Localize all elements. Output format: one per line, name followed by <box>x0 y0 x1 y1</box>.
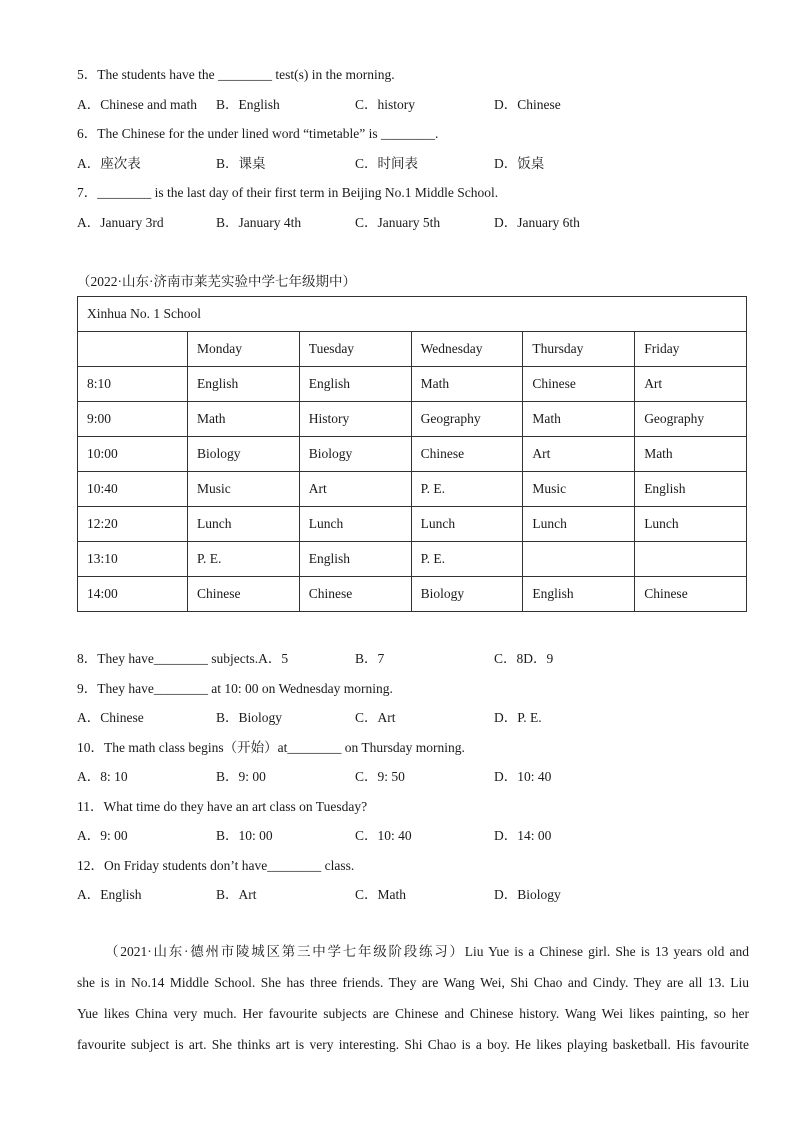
question-11-options <box>77 824 757 842</box>
header-cell: Thursday <box>523 332 635 367</box>
option-b: B．10: 00 <box>216 828 273 843</box>
option-b: B．Art <box>216 887 257 902</box>
question-6-options <box>77 152 757 170</box>
subject-cell: Biology <box>411 577 523 612</box>
subject-cell: Biology <box>188 437 300 472</box>
subject-cell: Chinese <box>523 367 635 402</box>
subject-cell: P. E. <box>188 542 300 577</box>
time-cell: 12:20 <box>78 507 188 542</box>
subject-cell: Lunch <box>411 507 523 542</box>
option-d: D．Biology <box>494 887 561 902</box>
question-8-stem: 8．They have________ subjects.A．5 <box>77 651 289 666</box>
subject-cell: Art <box>635 367 747 402</box>
subject-cell: Music <box>523 472 635 507</box>
source-citation: （2022·山东·济南市莱芜实验中学七年级期中） <box>77 274 356 289</box>
option-c: C．时间表 <box>355 156 419 171</box>
subject-cell: English <box>523 577 635 612</box>
option-b: B．Biology <box>216 710 283 725</box>
option-d: D．饭桌 <box>494 156 545 171</box>
option-b: B．7 <box>355 651 385 666</box>
timetable-title: Xinhua No. 1 School <box>78 297 747 332</box>
table-row <box>78 402 747 437</box>
option-a: A．8: 10 <box>77 769 128 784</box>
question-9-options <box>77 706 757 724</box>
header-cell: Wednesday <box>411 332 523 367</box>
subject-cell: Math <box>523 402 635 437</box>
subject-cell: Chinese <box>188 577 300 612</box>
time-cell: 8:10 <box>78 367 188 402</box>
subject-cell: P. E. <box>411 542 523 577</box>
time-cell: 14:00 <box>78 577 188 612</box>
timetable-header-row <box>78 332 747 367</box>
header-cell <box>78 332 188 367</box>
table-row <box>78 577 747 612</box>
subject-cell: Chinese <box>635 577 747 612</box>
time-cell: 9:00 <box>78 402 188 437</box>
subject-cell: English <box>188 367 300 402</box>
table-row <box>78 367 747 402</box>
subject-cell: English <box>299 367 411 402</box>
option-d: D．10: 40 <box>494 769 552 784</box>
question-8 <box>77 647 757 665</box>
option-b: B．January 4th <box>216 215 302 230</box>
question-6-stem: 6．The Chinese for the under lined word “timetable” is ________. <box>77 126 439 141</box>
question-12-options <box>77 883 757 901</box>
table-row <box>78 437 747 472</box>
option-b: B．课桌 <box>216 156 266 171</box>
subject-cell: Math <box>188 402 300 437</box>
subject-cell: Math <box>635 437 747 472</box>
header-cell: Friday <box>635 332 747 367</box>
option-d: D．January 6th <box>494 215 580 230</box>
option-a: A．English <box>77 887 142 902</box>
option-c: C．9: 50 <box>355 769 405 784</box>
option-c: C．10: 40 <box>355 828 412 843</box>
option-c: C．January 5th <box>355 215 441 230</box>
subject-cell: Lunch <box>188 507 300 542</box>
option-d: D．Chinese <box>494 97 561 112</box>
passage-line: （2021·山东·德州市陵城区第三中学七年级阶段练习）Liu Yue is a Chinese girl. She is 13 years old and <box>105 944 749 959</box>
question-7-options <box>77 211 757 229</box>
question-11-stem: 11．What time do they have an art class on Tuesday? <box>77 799 368 814</box>
question-10-stem: 10．The math class begins（开始）at________ on Thursday morning. <box>77 740 465 755</box>
question-12-stem: 12．On Friday students don’t have________ class. <box>77 858 355 873</box>
subject-cell: Geography <box>635 402 747 437</box>
header-cell: Tuesday <box>299 332 411 367</box>
option-a: A．9: 00 <box>77 828 128 843</box>
passage-line: favourite subject is art. She thinks art is very interesting. Shi Chao is a boy. He likes playing basketball. His favourite <box>77 1037 749 1052</box>
option-a: A．Chinese and math <box>77 97 197 112</box>
subject-cell: Geography <box>411 402 523 437</box>
subject-cell: History <box>299 402 411 437</box>
passage-line: she is in No.14 Middle School. She has three friends. They are Wang Wei, Shi Chao and Cindy. They are all 13. Liu <box>77 975 749 990</box>
header-cell: Monday <box>188 332 300 367</box>
subject-cell: Music <box>188 472 300 507</box>
table-row <box>78 507 747 542</box>
question-7-stem: 7．________ is the last day of their first term in Beijing No.1 Middle School. <box>77 185 499 200</box>
table-row <box>78 472 747 507</box>
subject-cell: Chinese <box>299 577 411 612</box>
reading-passage <box>77 936 749 1060</box>
subject-cell <box>523 542 635 577</box>
subject-cell: Lunch <box>635 507 747 542</box>
question-10-options <box>77 765 757 783</box>
subject-cell: English <box>635 472 747 507</box>
timetable <box>77 296 747 612</box>
option-a: A．January 3rd <box>77 215 164 230</box>
subject-cell: P. E. <box>411 472 523 507</box>
time-cell: 10:00 <box>78 437 188 472</box>
time-cell: 13:10 <box>78 542 188 577</box>
option-c: C．Math <box>355 887 407 902</box>
subject-cell: Lunch <box>523 507 635 542</box>
subject-cell: English <box>299 542 411 577</box>
option-a: A．座次表 <box>77 156 141 171</box>
option-c: C．Art <box>355 710 396 725</box>
subject-cell <box>635 542 747 577</box>
option-c: C．history <box>355 97 416 112</box>
subject-cell: Biology <box>299 437 411 472</box>
time-cell: 10:40 <box>78 472 188 507</box>
question-5-stem: 5．The students have the ________ test(s) in the morning. <box>77 67 395 82</box>
question-5-options <box>77 93 757 111</box>
option-d: D．P. E. <box>494 710 542 725</box>
option-b: B．9: 00 <box>216 769 266 784</box>
table-row <box>78 542 747 577</box>
option-d: D．14: 00 <box>494 828 552 843</box>
passage-line: Yue likes China very much. Her favourite subjects are Chinese and Chinese history. Wang Wei likes painting, so her <box>77 1006 749 1021</box>
option-b: B．English <box>216 97 280 112</box>
subject-cell: Art <box>299 472 411 507</box>
option-a: A．Chinese <box>77 710 144 725</box>
subject-cell: Chinese <box>411 437 523 472</box>
timetable-title-row <box>78 297 747 332</box>
option-c-d: C．8D．9 <box>494 651 554 666</box>
subject-cell: Lunch <box>299 507 411 542</box>
subject-cell: Art <box>523 437 635 472</box>
subject-cell: Math <box>411 367 523 402</box>
question-9-stem: 9．They have________ at 10: 00 on Wednesday morning. <box>77 681 393 696</box>
